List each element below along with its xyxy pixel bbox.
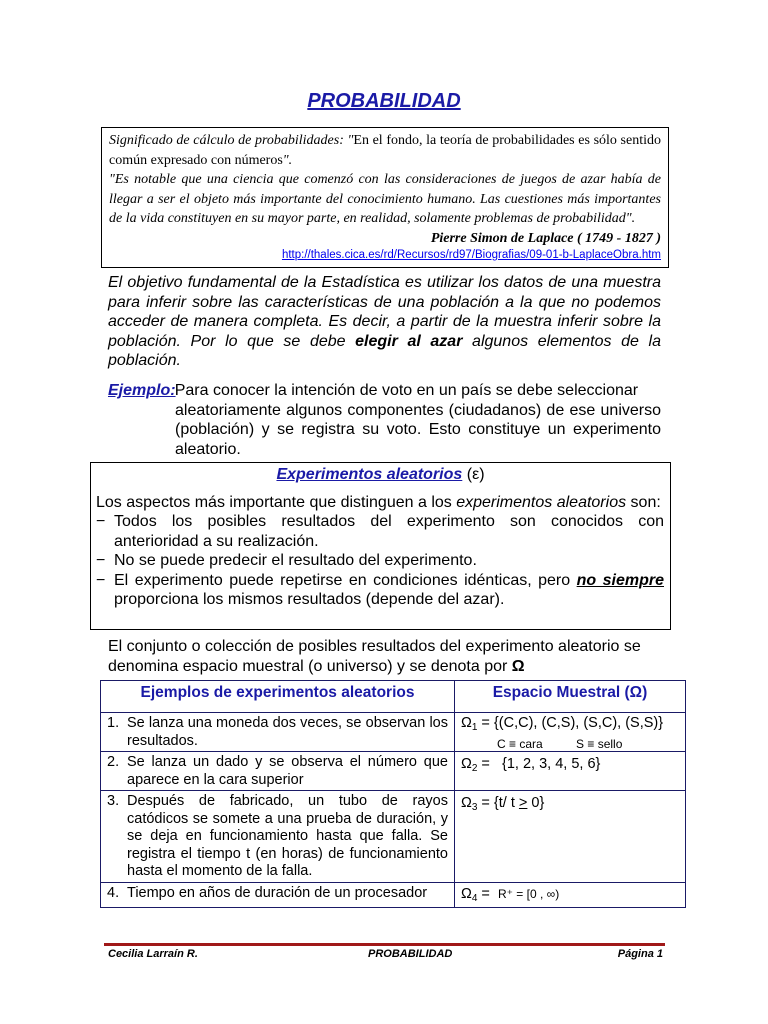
experimentos-intro-italic: experimentos aleatorios [456,493,627,511]
sample-space-set: = {t/ t [477,795,519,811]
quote-paragraph-1 [109,131,661,170]
dash-bullet: − [96,513,106,530]
footer-rule [104,943,665,946]
experimentos-item-text-end: proporciona los mismos resultados (depende del azar). [114,591,505,608]
dash-bullet: − [96,571,106,589]
experimentos-symbol: (ε) [462,466,485,483]
experimentos-item-text: El experimento puede repetirse en condiciones idénticas, pero [114,571,577,589]
sample-space-set-small: R⁺ = [0 , ∞) [497,886,560,901]
omega-symbol: Ω [461,756,472,772]
table-header-row [101,681,686,713]
ejemplo-line-1: Para conocer la intención de voto en un país se debe seleccionar [170,382,639,399]
sample-space-set-end: 0} [527,795,545,811]
footer-title: PROBABILIDAD [368,948,453,960]
table-row [101,791,686,883]
omega-subscript: 3 [471,802,478,813]
experimentos-box [90,462,671,630]
experiment-text: Se lanza un dado y se observa el número que aparece en la cara superior [127,754,448,788]
table-header-espacio-muestral: Espacio Muestral (Ω) [455,681,686,713]
quote-paragraph-2: "Es notable que una ciencia que comenzó con las consideraciones de juegos de azar había de llegar a ser el objeto más importante del conocimiento humano. Las cuestiones más importantes de la vida constituyen en su mayor parte, en realidad, solamente problemas de probabilidad". [109,172,661,226]
experimentos-item [91,512,670,551]
omega-symbol: Ω [461,795,472,811]
row-number: 1. [107,715,120,731]
omega-subscript: 4 [471,892,478,904]
ejemplo-rest: aleatoriamente algunos componentes (ciudadanos) de ese universo (población) y se registra su voto. Esto constituye un experimento aleatorio. [175,401,661,458]
omega-subscript: 2 [471,763,478,774]
quote-source-link[interactable]: http://thales.cica.es/rd/Recursos/rd97/Biografias/09-01-b-LaplaceObra.htm [281,249,661,261]
experiment-text: Tiempo en años de duración de un procesador [127,884,428,901]
table-row [101,752,686,791]
omega-symbol: Ω [461,715,472,731]
sample-space-cell [455,791,686,883]
page-title: PROBABILIDAD [307,90,461,112]
objetivo-paragraph [108,273,661,371]
quote-label: Significado de cálculo de probabilidades: " [109,133,354,148]
sample-space-cell [455,752,686,791]
experimentos-intro [91,485,670,513]
experimentos-heading [91,465,670,485]
ejemplo-paragraph [108,381,661,459]
experimentos-intro-end: son: [626,493,661,511]
quote-author: Pierre Simon de Laplace ( 1749 - 1827 ) [430,230,661,246]
greater-equal-sign: > [518,795,528,811]
dash-bullet: − [96,552,106,569]
experiment-cell [101,791,455,883]
omega-symbol: Ω [511,657,525,675]
footer-page-number: Página 1 [617,948,663,960]
experiment-text: Se lanza una moneda dos veces, se observan los resultados. [127,715,448,749]
row-number: 3. [107,793,120,809]
quote-text-1-end: ". [282,152,293,168]
sample-space-legend: C ≡ cara S ≡ sello [497,736,623,751]
row-number: 4. [107,884,120,901]
sample-space-set: = {1, 2, 3, 4, 5, 6} [477,756,601,772]
espacio-muestral-paragraph [108,637,668,676]
table-header-experimentos: Ejemplos de experimentos aleatorios [101,681,455,713]
sample-space-expression [461,715,681,737]
footer-author: Cecilia Larraín R. [108,948,198,960]
conjunto-text: El conjunto o colección de posibles resultados del experimento aleatorio se denomina espacio muestral (o universo) y se denota por [108,638,641,675]
experiment-cell [101,882,455,908]
sample-space-cell [455,882,686,908]
table-row [101,713,686,752]
experiment-text: Después de fabricado, un tubo de rayos catódicos se somete a una prueba de duración, y se deja en funcionamiento hasta que falla. Se registra el tiempo t (en horas) de funcionamiento hasta el momento de la falla. [127,793,448,879]
sample-space-cell [455,713,686,752]
experiment-cell [101,713,455,752]
experimentos-item [91,571,670,610]
objetivo-bold: elegir al azar [355,332,463,350]
experimentos-item-text: No se puede predecir el resultado del experimento. [114,552,477,569]
ejemplo-label: Ejemplo: [108,382,176,399]
no-siempre-emphasis: no siempre [576,571,664,589]
row-number: 2. [107,754,120,770]
objetivo-text: El objetivo fundamental de la Estadística es utilizar los datos de una muestra para inferir sobre las características de una población a la que no podemos acceder de manera completa. Es decir, a partir de la muestra inferir sobre la población. Por lo que se debe [108,274,661,350]
experimentos-intro-text: Los aspectos más importante que distinguen a los [96,493,457,511]
experiment-cell [101,752,455,791]
experimentos-title: Experimentos aleatorios [276,466,463,483]
laplace-quote-box [101,127,669,268]
omega-symbol: Ω [461,885,472,902]
quote-text-1: En el fondo, la teoría de probabilidades es sólo sentido común expresado con números [109,133,661,168]
table-row [101,882,686,908]
experimentos-item-text: Todos los posibles resultados del experimento son conocidos con anterioridad a su realización. [114,513,664,550]
objetivo-text-end: algunos elementos de la población. [108,332,661,369]
experimentos-item [91,551,670,571]
ejemplos-table [100,680,686,908]
omega-subscript: 1 [471,722,478,733]
sample-space-set: = {(C,C), (C,S), (S,C), (S,S)} [477,715,664,731]
sample-space-set: = [477,885,498,902]
